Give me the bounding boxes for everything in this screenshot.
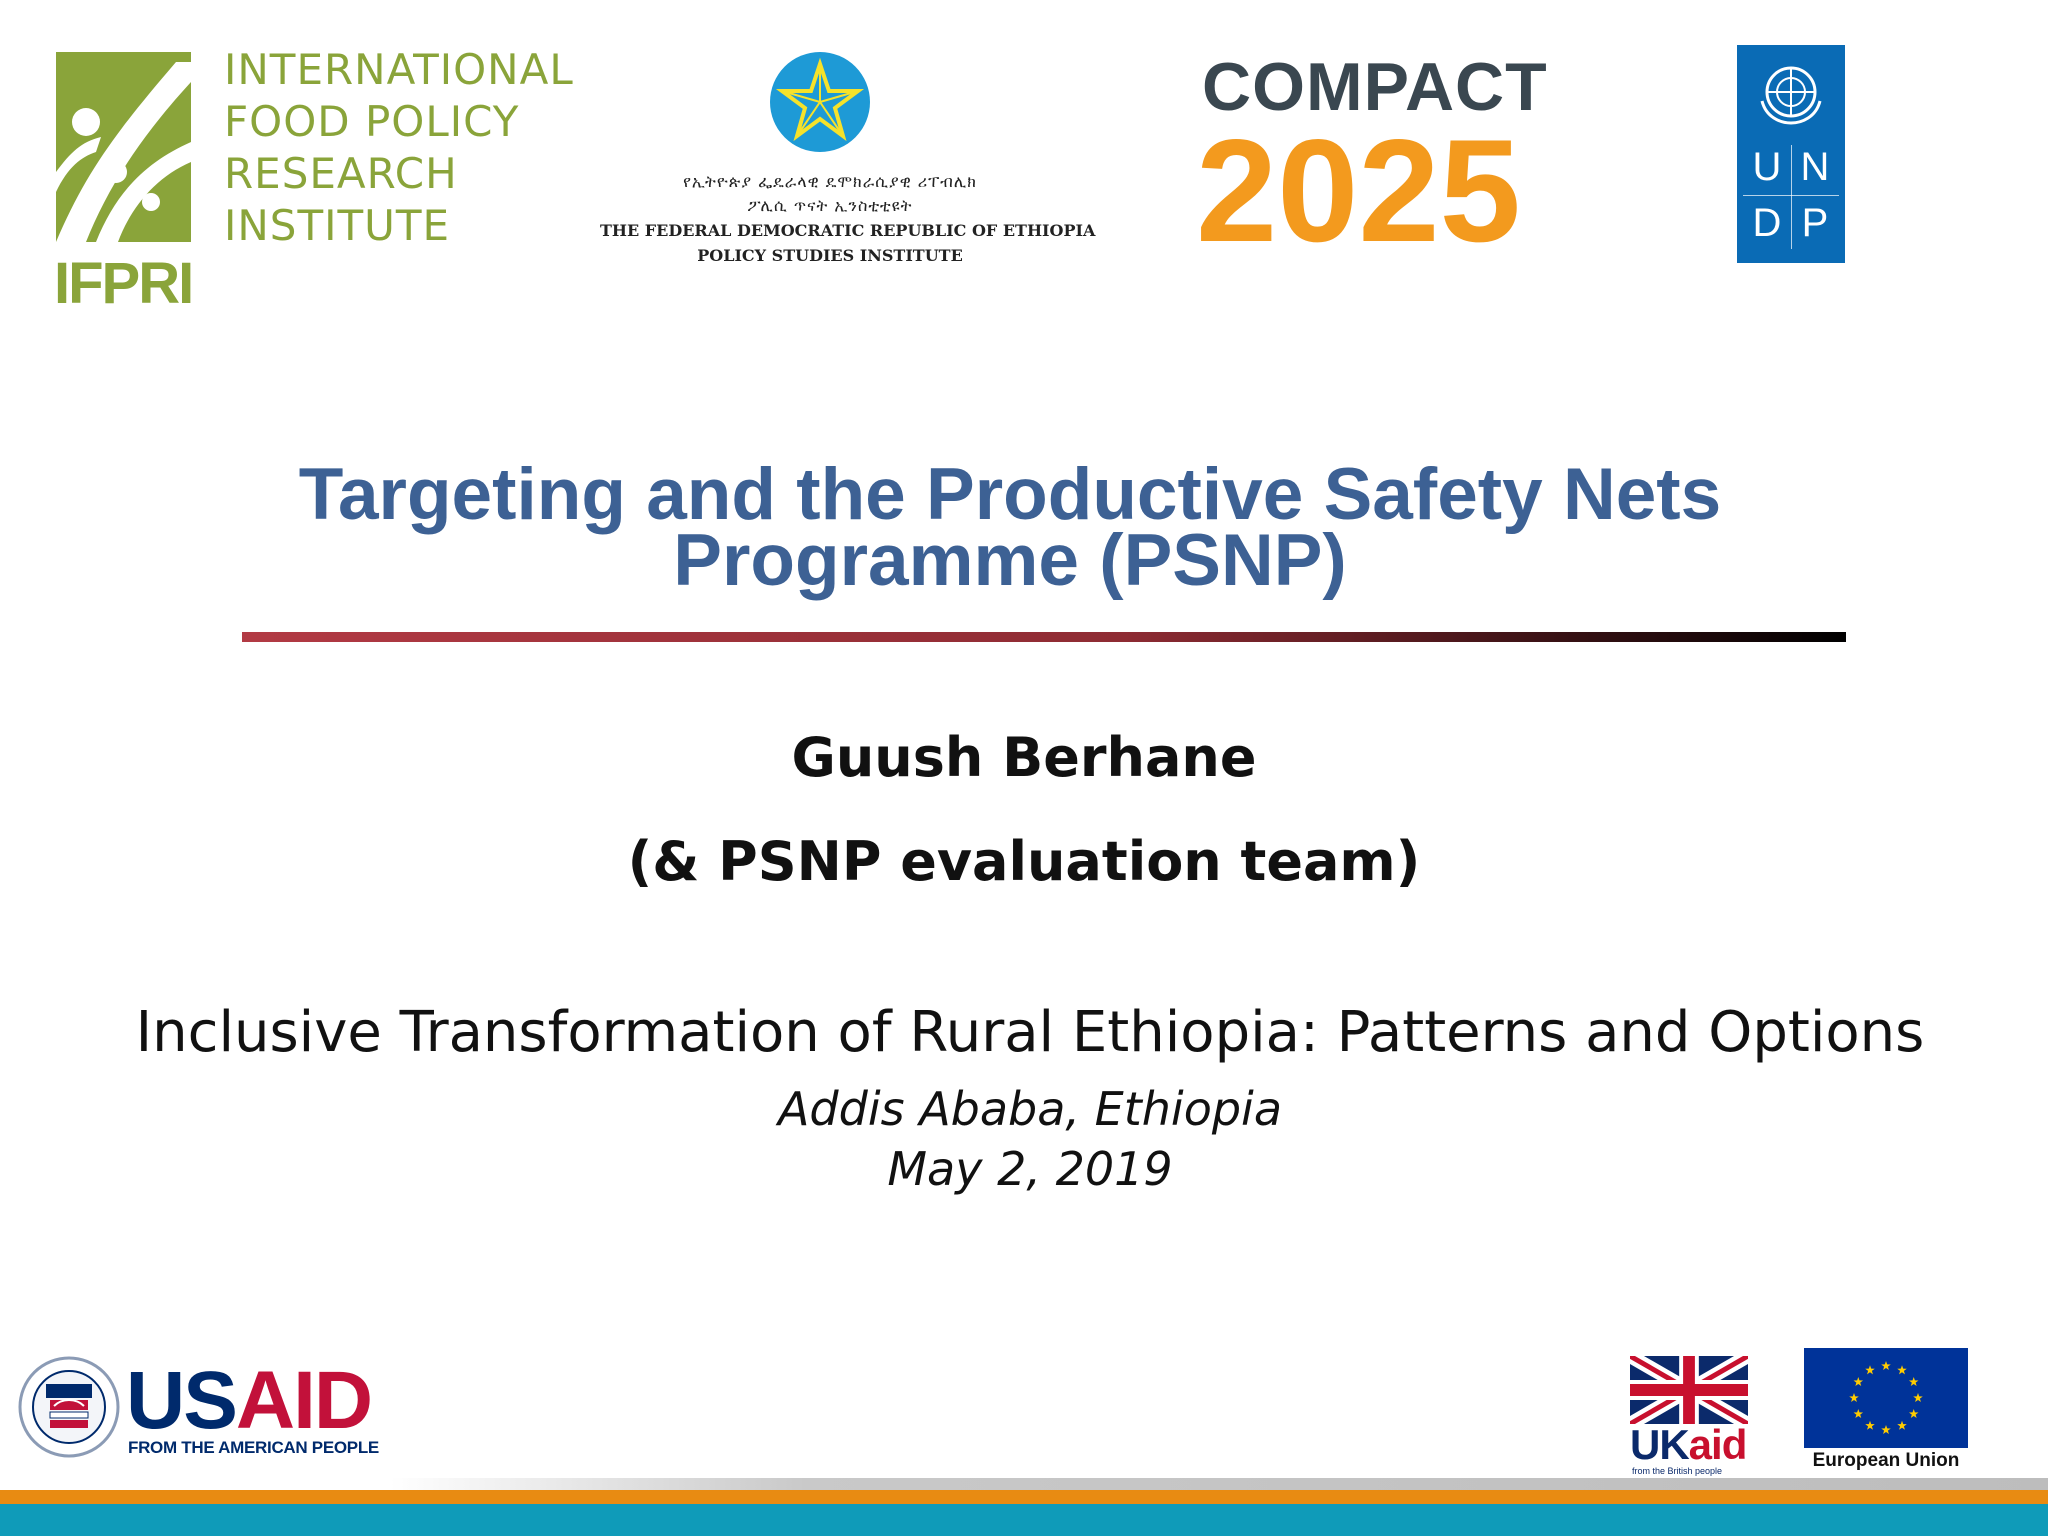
- undp-letter: U: [1752, 145, 1782, 189]
- ethiopia-amharic-line: የኢትዮጵያ ፌዴራላዊ ዴሞክራሲያዊ ሪፐብሊክ: [683, 172, 977, 191]
- ukaid-tagline: from the British people: [1632, 1466, 1723, 1476]
- ukaid-uk: UK: [1630, 1421, 1689, 1468]
- undp-letter: N: [1800, 145, 1830, 189]
- un-emblem-icon: [1756, 57, 1826, 127]
- footer-orange-band: [0, 1490, 2048, 1504]
- usaid-seal-icon: [18, 1356, 120, 1458]
- usaid-tagline: FROM THE AMERICAN PEOPLE: [128, 1438, 379, 1457]
- slide-title-line: Targeting and the Productive Safety Nets: [298, 454, 1722, 535]
- ethiopia-emblem-icon: [768, 50, 872, 154]
- event-date: May 2, 2019: [887, 1142, 1173, 1196]
- ethiopia-amharic-line: ፖሊሲ ጥናት ኢንስቲቲዩት: [747, 196, 913, 215]
- slide-title: [150, 454, 1870, 601]
- footer-teal-band: [0, 1504, 2048, 1536]
- eu-flag-icon: [1804, 1348, 1968, 1448]
- ethiopia-english-line: THE FEDERAL DEMOCRATIC REPUBLIC OF ETHIOPIA: [600, 221, 1096, 240]
- usaid-us: US: [126, 1355, 236, 1446]
- undp-logo: [1737, 45, 1845, 263]
- ifpri-line: RESEARCH: [224, 149, 458, 198]
- usaid-wordmark: [126, 1355, 372, 1446]
- event-name: Inclusive Transformation of Rural Ethiopia: Patterns and Options: [135, 1000, 1925, 1065]
- ethiopia-psi-wordmark: [600, 170, 1096, 268]
- slide-title-line: Programme (PSNP): [673, 520, 1347, 601]
- eu-label: European Union: [1812, 1450, 1960, 1471]
- undp-letter: P: [1801, 201, 1829, 245]
- ifpri-acronym: IFPRI: [54, 251, 193, 316]
- ukaid-wordmark: [1630, 1422, 1746, 1468]
- ifpri-line: FOOD POLICY: [224, 97, 520, 146]
- compact-year: 2025: [1196, 109, 1521, 272]
- union-jack-icon: [1630, 1356, 1748, 1424]
- undp-letter: D: [1752, 201, 1782, 245]
- ifpri-wordmark: [224, 44, 574, 252]
- title-divider: [242, 632, 1846, 642]
- ukaid-aid: aid: [1688, 1421, 1747, 1468]
- ifpri-logo-mark: [56, 52, 191, 242]
- presenter-team: (& PSNP evaluation team): [627, 830, 1421, 893]
- event-location: Addis Ababa, Ethiopia: [777, 1082, 1283, 1136]
- presenter-name: Guush Berhane: [791, 726, 1257, 789]
- usaid-aid: AID: [235, 1355, 372, 1446]
- compact-wordmark: COMPACT: [1202, 49, 1548, 125]
- footer-gray-band: [390, 1478, 2048, 1490]
- ifpri-line: INTERNATIONAL: [224, 45, 574, 94]
- ifpri-line: INSTITUTE: [224, 201, 451, 250]
- ethiopia-english-line: POLICY STUDIES INSTITUTE: [697, 246, 963, 265]
